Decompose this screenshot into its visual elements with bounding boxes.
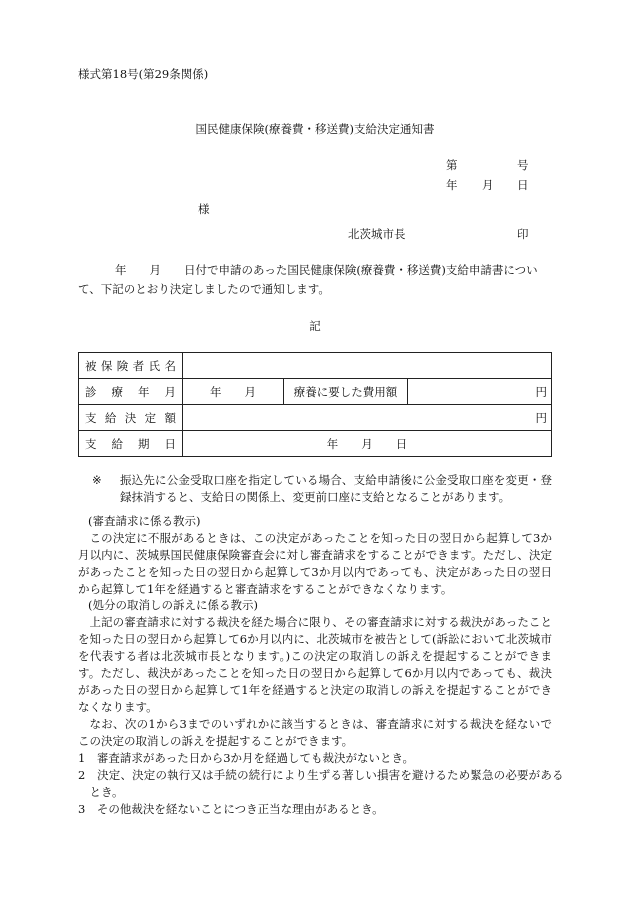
label-char: 額	[164, 410, 176, 425]
label-char: 者	[132, 358, 145, 373]
intro-line-2: て、下記のとおり決定しましたので通知します。	[78, 282, 330, 296]
ki-label: 記	[309, 319, 321, 333]
section3-text: なお、次の1から3までのいずれかに該当するときは、審査請求に対する裁決を経ないでこの決定の取消しの訴えを提起することができます。	[78, 717, 552, 748]
document-title: 国民健康保険(療養費・移送費)支給決定通知書	[195, 122, 435, 136]
label-char: 定	[144, 410, 157, 425]
label-char: 支	[85, 410, 97, 425]
ref-dai: 第	[446, 158, 458, 172]
label-char: 氏	[148, 358, 161, 373]
notice-text: 振込先に公金受取口座を指定している場合、支給申請後に公金受取口座を変更・登録抹消すると、支給日の関係上、変更前口座に支給となることがあります。	[120, 473, 552, 504]
cost-label: 療養に要した費用額	[284, 379, 408, 405]
notice	[92, 472, 552, 506]
date-day: 日	[517, 178, 529, 192]
benefit-table	[78, 352, 552, 457]
label-char: 給	[104, 410, 117, 425]
date-year: 年	[446, 178, 458, 192]
label-char: 決	[124, 410, 137, 425]
label-char: 診	[85, 384, 97, 399]
intro-line-1: 年 月 日付で申請のあった国民健康保険(療養費・移送費)支給申請書につい	[115, 263, 538, 277]
payment-date-label	[79, 431, 183, 457]
label-char: 保	[100, 358, 113, 373]
list-item: 2 決定、決定の執行又は手続の続行により生ずる著しい損害を避けるため緊急の必要があるとき。	[78, 768, 564, 799]
seal-mark: 印	[517, 227, 529, 241]
date-month: 月	[482, 178, 494, 192]
table-row	[79, 405, 552, 431]
addressee-suffix: 様	[198, 202, 210, 216]
payment-date-value: 年 月 日	[183, 431, 552, 457]
label-char: 険	[116, 358, 129, 373]
insured-name-value	[183, 353, 552, 379]
table-row	[79, 353, 552, 379]
label-char: 支	[85, 436, 97, 451]
issuer-name: 北茨城市長	[348, 227, 406, 241]
table-row	[79, 379, 552, 405]
notice-mark: ※	[92, 473, 102, 487]
list-item: 3 その他裁決を経ないことにつき正当な理由があるとき。	[78, 802, 384, 816]
insured-name-label	[79, 353, 183, 379]
section1-text: この決定に不服があるときは、この決定があったことを知った日の翌日から起算して3か月以内に、茨城県国民健康保険審査会に対し審査請求をすることができます。ただし、決定があったことを知った日の翌日から起算して3か月以内であっても、決定があった日の翌日から起算して1年を経過すると審査請求をすることができなくなります。	[78, 531, 552, 596]
label-char: 給	[111, 436, 123, 451]
ref-go: 号	[517, 158, 529, 172]
label-char: 療	[111, 384, 123, 399]
section2-text: 上記の審査請求に対する裁決を経た場合に限り、その審査請求に対する裁決があったことを知った日の翌日から起算して6か月以内に、北茨城市を被告として(訴訟において北茨城市を代表する者は北茨城市長となります。)この決定の取消しの訴えを提起することができます。ただし、裁決があったことを知った日の翌日から起算して6か月以内であっても、裁決があった日の翌日から起算して1年を経過すると決定の取消しの訴えを提起することができなくなります。	[78, 615, 552, 714]
treatment-month-value: 年 月	[183, 379, 284, 405]
label-char: 日	[164, 436, 176, 451]
label-char: 年	[138, 384, 150, 399]
label-char: 名	[164, 358, 176, 373]
cost-value: 円	[408, 379, 552, 405]
section1-heading: (審査請求に係る教示)	[88, 514, 201, 528]
payment-amount-label	[79, 405, 183, 431]
form-number: 様式第18号(第29条関係)	[78, 67, 209, 81]
treatment-month-label	[79, 379, 183, 405]
list-item: 1 審査請求があった日から3か月を経過しても裁決がないとき。	[78, 751, 415, 765]
label-char: 被	[85, 358, 97, 373]
label-char: 月	[164, 384, 176, 399]
payment-amount-value: 円	[183, 405, 552, 431]
table-row	[79, 431, 552, 457]
label-char: 期	[138, 436, 150, 451]
section2-heading: (処分の取消しの訴えに係る教示)	[88, 598, 258, 612]
